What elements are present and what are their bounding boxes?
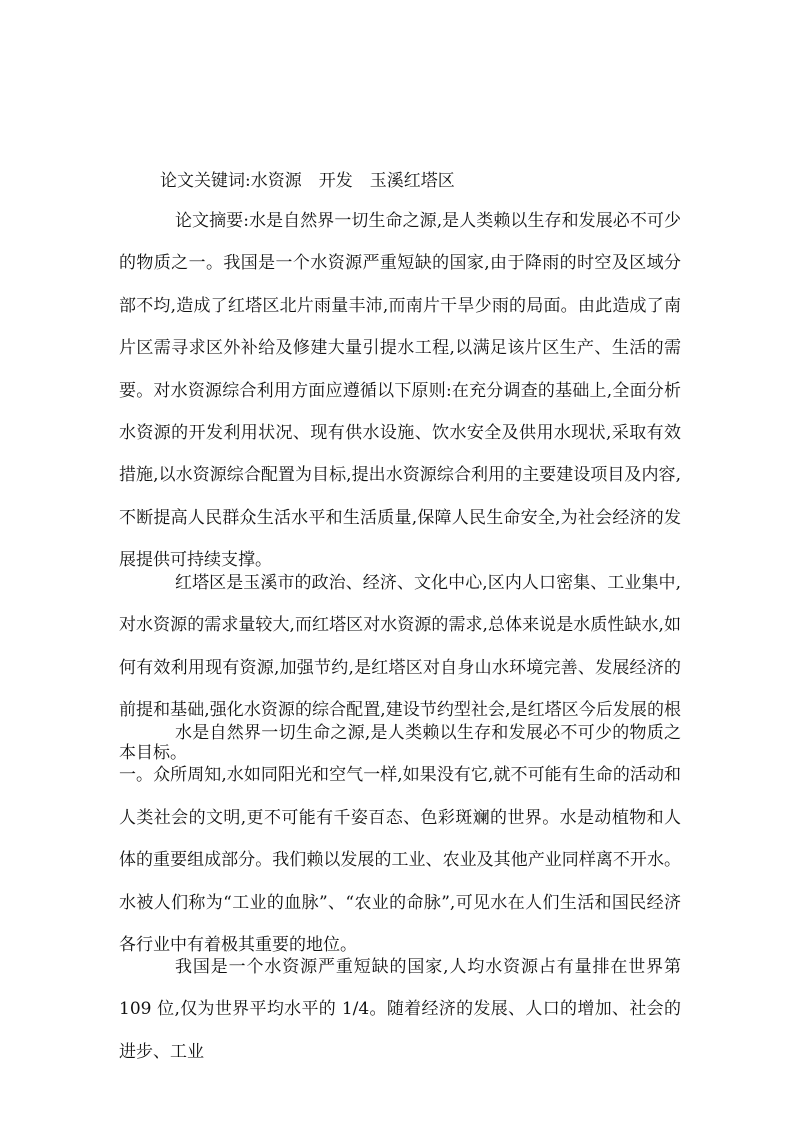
body-paragraph-water-shortage: 我国是一个水资源严重短缺的国家,人均水资源占有量排在世界第 109 位,仅为世界平均水平的 1/4。随着经济的发展、人口的增加、社会的进步、工业 bbox=[119, 957, 681, 1062]
body-paragraph-water-importance: 水是自然界一切生命之源,是人类赖以生存和发展必不可少的物质之一。众所周知,水如同阳光和空气一样,如果没有它,就不可能有生命的活动和人类社会的文明,更不可能有千姿百态、色彩斑斓的世界。水是动植物和人体的重要组成部分。我们赖以发展的工业、农业及其他产业同样离不开水。水被人们称为“工业的血脉”、“农业的命脉”,可见水在人们生活和国民经济各行业中有着极其重要的地位。 bbox=[119, 723, 681, 956]
body-paragraph-hongta: 红塔区是玉溪市的政治、经济、文化中心,区内人口密集、工业集中,对水资源的需求量较大,而红塔区对水资源的需求,总体来说是水质性缺水,如何有效利用现有资源,加强节约,是红塔区对自身山水环境完善、发展经济的前提和基础,强化水资源的综合配置,建设节约型社会,是红塔区今后发展的根本目标。 bbox=[119, 573, 681, 763]
keywords-line: 论文关键词:水资源 开发 玉溪红塔区 bbox=[160, 171, 455, 191]
abstract-paragraph: 论文摘要:水是自然界一切生命之源,是人类赖以生存和发展必不可少的物质之一。我国是一个水资源严重短缺的国家,由于降雨的时空及区域分部不均,造成了红塔区北片雨量丰沛,而南片干旱少雨的局面。由此造成了南片区需寻求区外补给及修建大量引提水工程,以满足该片区生产、生活的需要。对水资源综合利用方面应遵循以下原则:在充分调查的基础上,全面分析水资源的开发利用状况、现有供水设施、饮水安全及供用水现状,采取有效措施,以水资源综合配置为目标,提出水资源综合利用的主要建设项目及内容,不断提高人民群众生活水平和生活质量,保障人民生命安全,为社会经济的发展提供可持续支撑。 bbox=[119, 211, 681, 571]
